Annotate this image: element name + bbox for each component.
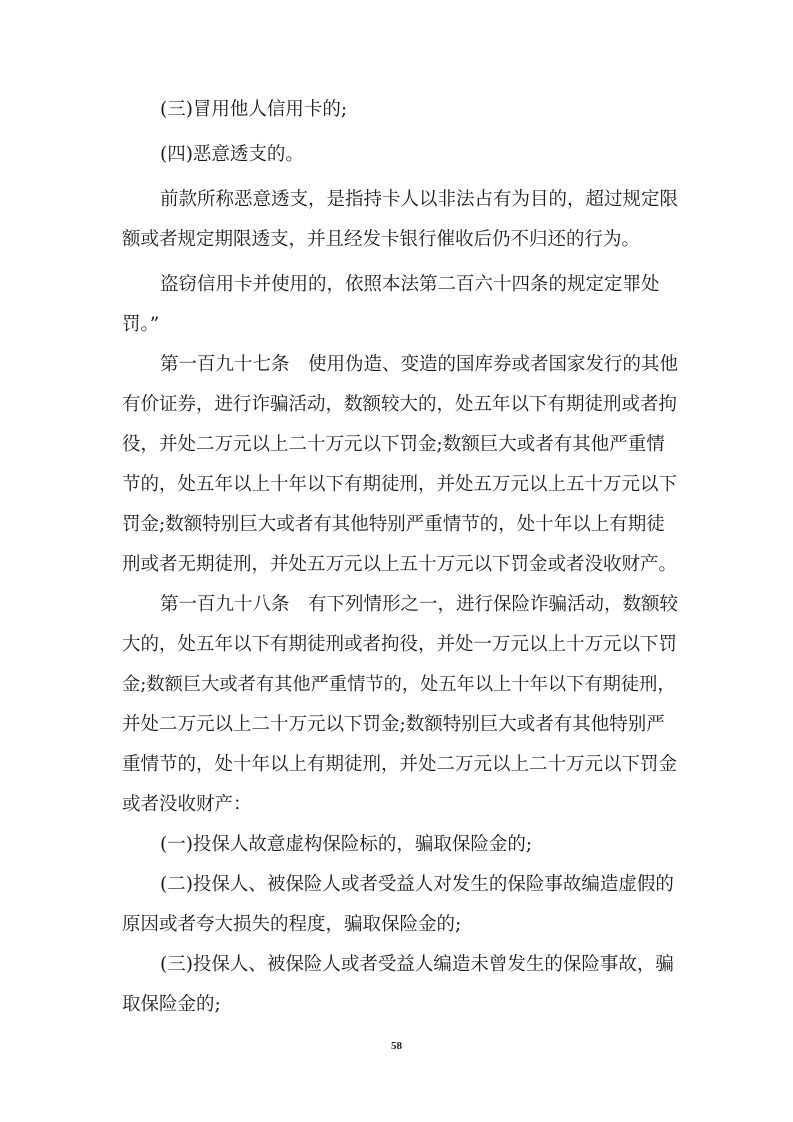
text-line: (四)恶意透支的。 bbox=[160, 144, 304, 165]
text-line: 取保险金的; bbox=[122, 994, 221, 1015]
text-line: 金;数额巨大或者有其他严重情节的，处五年以上十年以下有期徒刑， bbox=[122, 674, 676, 695]
text-line: 大的，处五年以下有期徒刑或者拘役，并处一万元以上十万元以下罚 bbox=[122, 634, 678, 655]
text-line: 额或者规定期限透支，并且经发卡银行催收后仍不归还的行为。 bbox=[122, 229, 641, 250]
text-line: 盗窃信用卡并使用的，依照本法第二百六十四条的规定定罪处 bbox=[160, 274, 660, 295]
text-line: 役，并处二万元以上二十万元以下罚金;数额巨大或者有其他严重情 bbox=[122, 434, 665, 455]
text-line: 或者没收财产： bbox=[122, 794, 252, 815]
text-line: 节的，处五年以上十年以下有期徒刑，并处五万元以上五十万元以下 bbox=[122, 474, 678, 495]
text-line: 前款所称恶意透支，是指持卡人以非法占有为目的，超过规定限 bbox=[160, 189, 679, 210]
text-line: 刑或者无期徒刑，并处五万元以上五十万元以下罚金或者没收财产。 bbox=[122, 554, 678, 575]
text-line: 罚金;数额特别巨大或者有其他特别严重情节的，处十年以上有期徒 bbox=[122, 514, 665, 535]
text-line: (一)投保人故意虚构保险标的，骗取保险金的; bbox=[160, 834, 533, 855]
text-line: (三)投保人、被保险人或者受益人编造未曾发生的保险事故，骗 bbox=[160, 954, 674, 975]
text-line: 原因或者夸大损失的程度，骗取保险金的; bbox=[122, 914, 462, 935]
text-line: 重情节的，处十年以上有期徒刑，并处二万元以上二十万元以下罚金 bbox=[122, 754, 678, 775]
page-number: 58 bbox=[391, 1040, 402, 1052]
text-line: 有价证券，进行诈骗活动，数额较大的，处五年以下有期徒刑或者拘 bbox=[122, 394, 678, 415]
text-line: 罚。” bbox=[122, 314, 160, 335]
text-line: 并处二万元以上二十万元以下罚金;数额特别巨大或者有其他特别严 bbox=[122, 714, 665, 735]
text-line: 第一百九十八条 有下列情形之一，进行保险诈骗活动，数额较 bbox=[160, 594, 679, 615]
text-line: (二)投保人、被保险人或者受益人对发生的保险事故编造虚假的 bbox=[160, 874, 674, 895]
text-line: 第一百九十七条 使用伪造、变造的国库券或者国家发行的其他 bbox=[160, 354, 679, 375]
text-line: (三)冒用他人信用卡的; bbox=[160, 99, 348, 120]
